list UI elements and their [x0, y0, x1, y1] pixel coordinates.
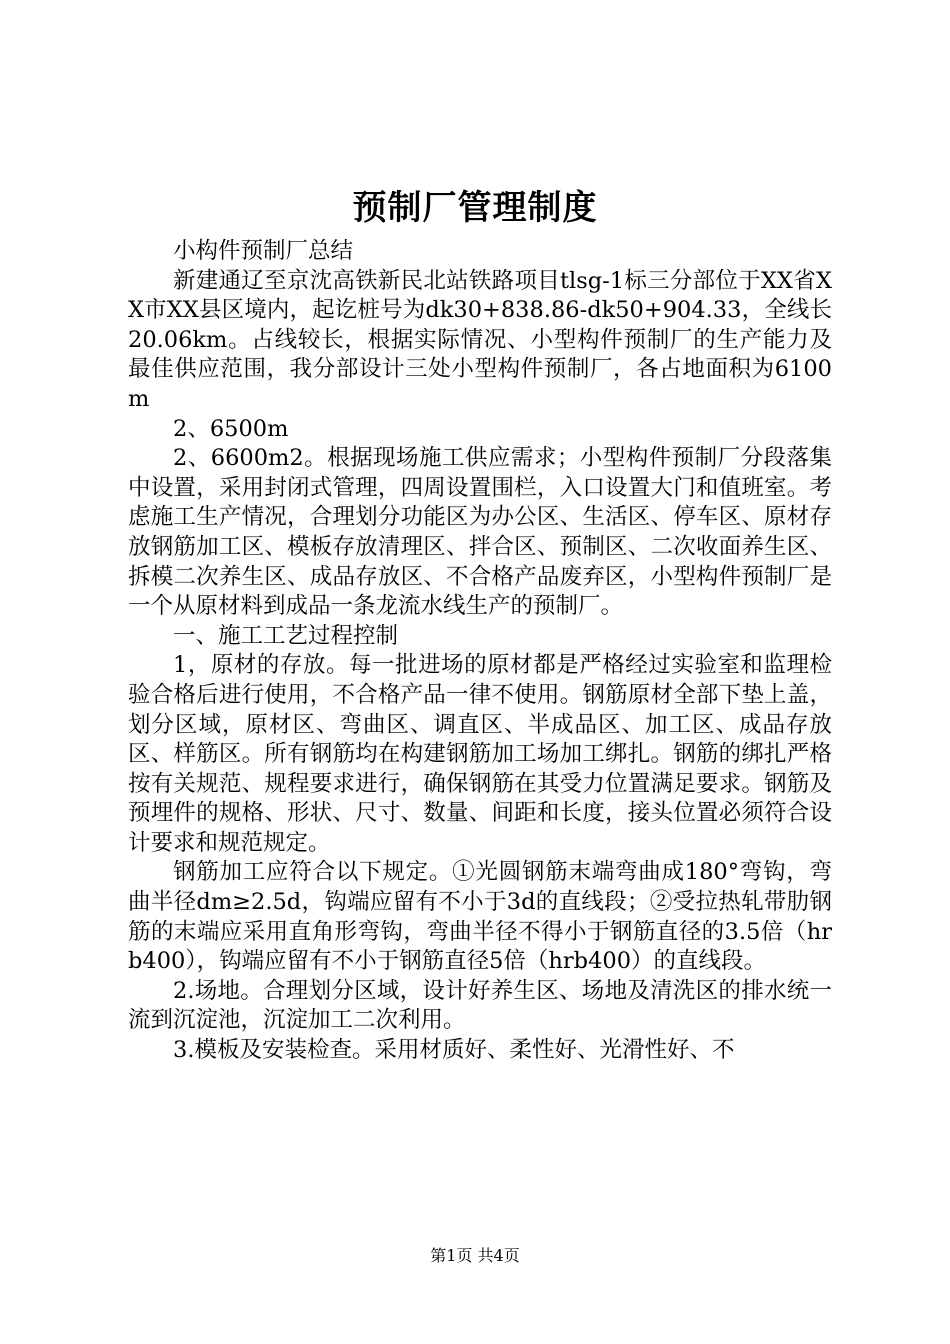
paragraph-layout: 2、6600m2。根据现场施工供应需求；小型构件预制厂分段落集中设置，采用封闭式管理，四周设置围栏，入口设置大门和值班室。考虑施工生产情况，合理划分功能区为办公区、生活区、停车区、原材存放钢筋加工区、模板存放清理区、拌合区、预制区、二次收面养生区、拆模二次养生区、成品存放区、不合格产品废弃区，小型构件预制厂是一个从原材料到成品一条龙流水线生产的预制厂。 [128, 445, 832, 620]
paragraph-formwork: 3.模板及安装检查。采用材质好、柔性好、光滑性好、不 [173, 1037, 735, 1064]
section-heading-process-control: 一、施工工艺过程控制 [173, 622, 399, 649]
document-title: 预制厂管理制度 [352, 188, 598, 228]
paragraph-site: 2.场地。合理划分区域，设计好养生区、场地及清洗区的排水统一流到沉淀池，沉淀加工二次利用。 [128, 977, 832, 1034]
page-footer: 第1页 共4页 [430, 1246, 520, 1265]
paragraph-area-fragment: 2、6500m [173, 415, 289, 442]
document-body [128, 237, 832, 1066]
paragraph-heading-summary: 小构件预制厂总结 [173, 238, 354, 264]
paragraph-rebar-rules: 钢筋加工应符合以下规定。①光圆钢筋末端弯曲成180°弯钩，弯曲半径dm≥2.5d，钩端应留有不小于3d的直线段；②受拉热轧带肋钢筋的末端应采用直角形弯钩，弯曲半径不得小于钢筋直径的3.5倍（hrb400），钩端应留有不小于钢筋直径5倍（hrb400）的直线段。 [128, 859, 832, 975]
paragraph-material-storage: 1，原材的存放。每一批进场的原材都是严格经过实验室和监理检验合格后进行使用，不合格产品一律不使用。钢筋原材全部下垫上盖，划分区域，原材区、弯曲区、调直区、半成品区、加工区、成品存放区、样筋区。所有钢筋均在构建钢筋加工场加工绑扎。钢筋的绑扎严格按有关规范、规程要求进行，确保钢筋在其受力位置满足要求。钢筋及预埋件的规格、形状、尺寸、数量、间距和长度，接头位置必须符合设计要求和规范规定。 [128, 652, 832, 856]
paragraph-project-overview: 新建通辽至京沈高铁新民北站铁路项目tlsg-1标三分部位于XX省XX市XX县区境内，起讫桩号为dk30+838.86-dk50+904.33，全线长20.06km。占线较长，根据实际情况、小型构件预制厂的生产能力及最佳供应范围，我分部设计三处小型构件预制厂，各占地面积为6100m [128, 267, 832, 412]
